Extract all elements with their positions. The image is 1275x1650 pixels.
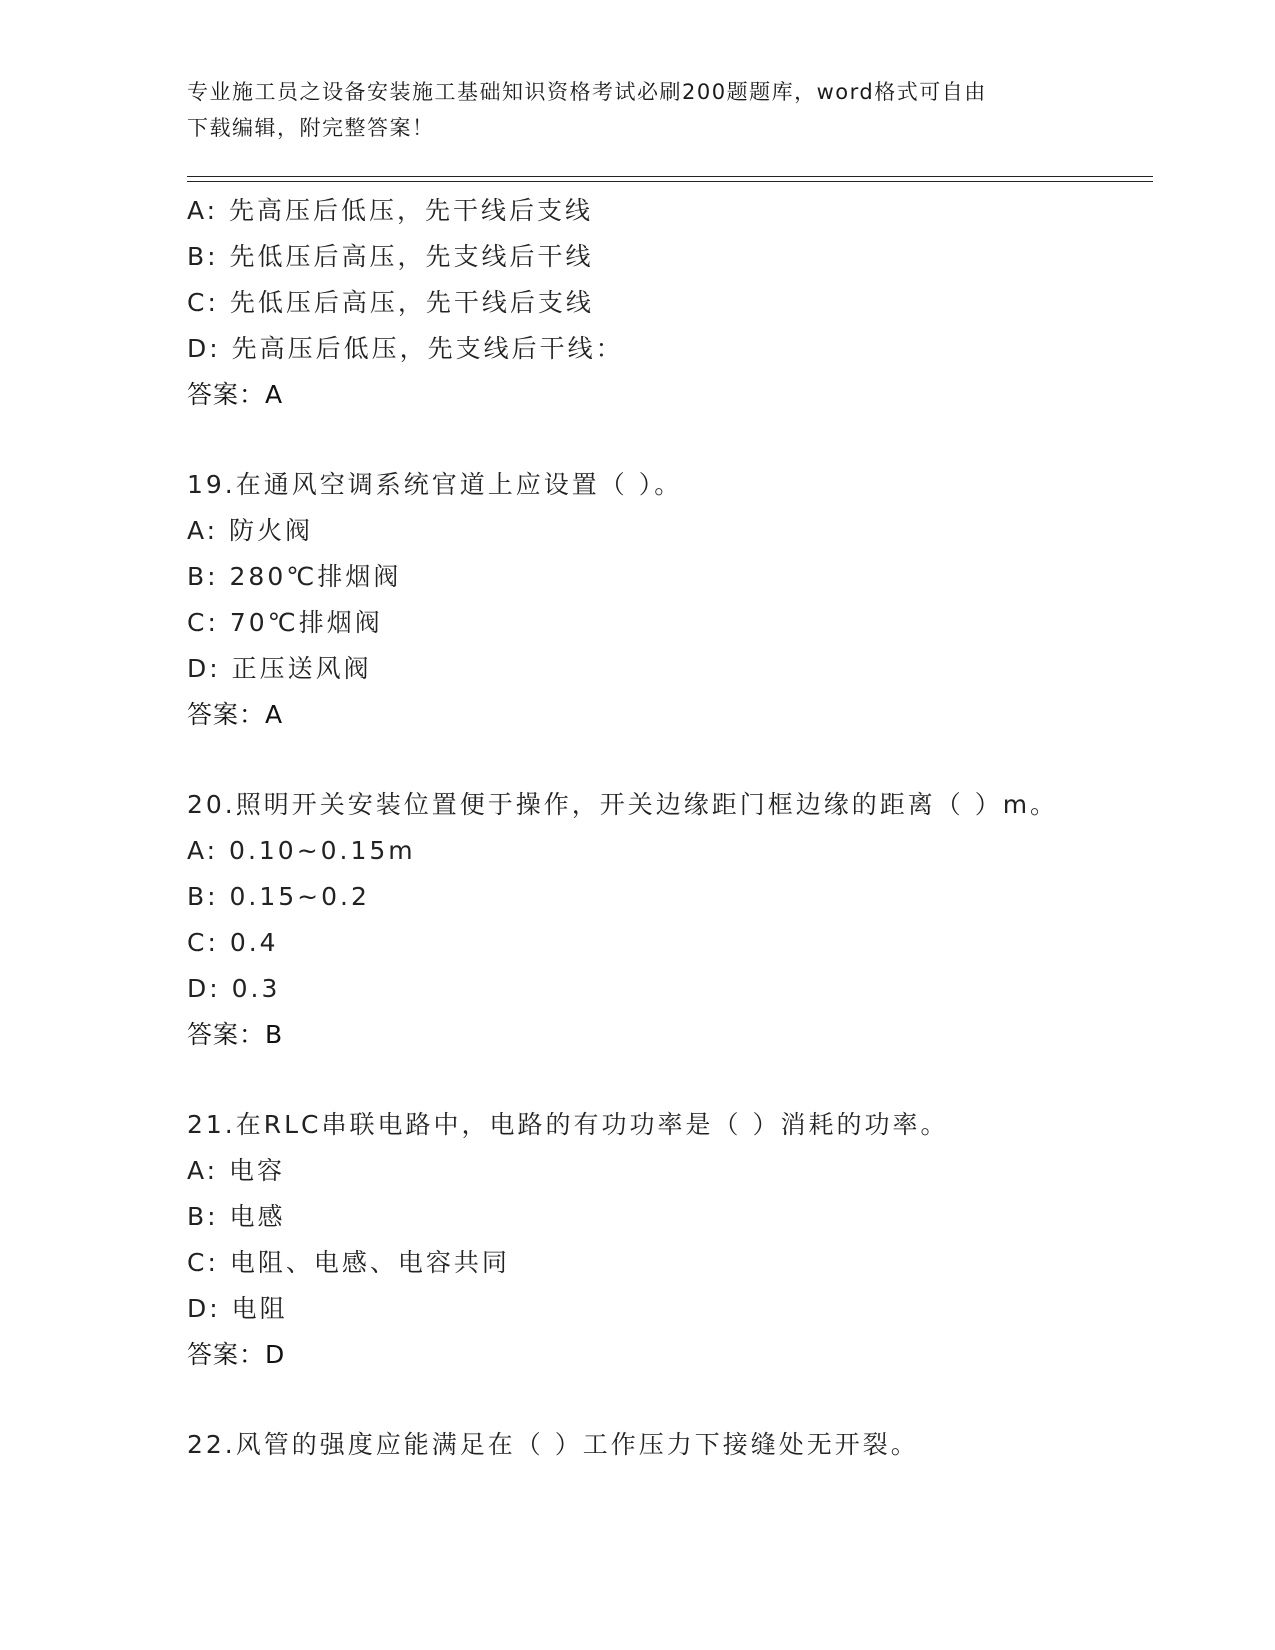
spacer <box>187 1058 1153 1102</box>
spacer <box>187 1378 1153 1422</box>
option-d: D: 正压送风阀 <box>187 654 372 683</box>
question-stem: 20.照明开关安装位置便于操作，开关边缘距门框边缘的距离（ ）m。 <box>187 790 1059 819</box>
spacer <box>187 738 1153 782</box>
option-c: C: 先低压后高压，先干线后支线 <box>187 288 594 317</box>
question-21-block <box>187 1102 1153 1378</box>
option-d: D: 电阻 <box>187 1294 288 1323</box>
option-a: A: 电容 <box>187 1156 286 1185</box>
option-d: D: 先高压后低压，先支线后干线： <box>187 334 624 363</box>
option-d: D: 0.3 <box>187 974 281 1003</box>
spacer <box>187 418 1153 462</box>
answer-line: 答案：B <box>187 1020 284 1049</box>
answer-line: 答案：A <box>187 380 284 409</box>
option-b: B: 先低压后高压，先支线后干线 <box>187 242 594 271</box>
option-c: C: 电阻、电感、电容共同 <box>187 1248 510 1277</box>
question-20-block <box>187 782 1153 1058</box>
option-a: A: 0.10~0.15m <box>187 836 416 865</box>
option-c: C: 0.4 <box>187 928 279 957</box>
option-c: C: 70℃排烟阀 <box>187 608 383 637</box>
document-header <box>187 74 1067 146</box>
answer-line: 答案：D <box>187 1340 286 1369</box>
question-19-block <box>187 462 1153 738</box>
option-b: B: 0.15~0.2 <box>187 882 370 911</box>
question-stem: 19.在通风空调系统官道上应设置（ ）。 <box>187 470 683 499</box>
question-stem: 22.风管的强度应能满足在（ ）工作压力下接缝处无开裂。 <box>187 1430 919 1459</box>
question-18-block <box>187 188 1153 418</box>
header-line-1: 专业施工员之设备安装施工基础知识资格考试必刷200题题库，word格式可自由 <box>187 80 987 104</box>
question-list <box>187 188 1153 1468</box>
option-a: A: 先高压后低压，先干线后支线 <box>187 196 594 225</box>
option-b: B: 280℃排烟阀 <box>187 562 402 591</box>
header-divider-bottom <box>187 181 1153 182</box>
option-b: B: 电感 <box>187 1202 286 1231</box>
header-line-2: 下载编辑，附完整答案！ <box>187 116 435 140</box>
question-stem: 21.在RLC串联电路中，电路的有功功率是（ ）消耗的功率。 <box>187 1110 949 1139</box>
header-divider-top <box>187 176 1153 177</box>
answer-line: 答案：A <box>187 700 284 729</box>
option-a: A: 防火阀 <box>187 516 314 545</box>
question-22-block <box>187 1422 1153 1468</box>
